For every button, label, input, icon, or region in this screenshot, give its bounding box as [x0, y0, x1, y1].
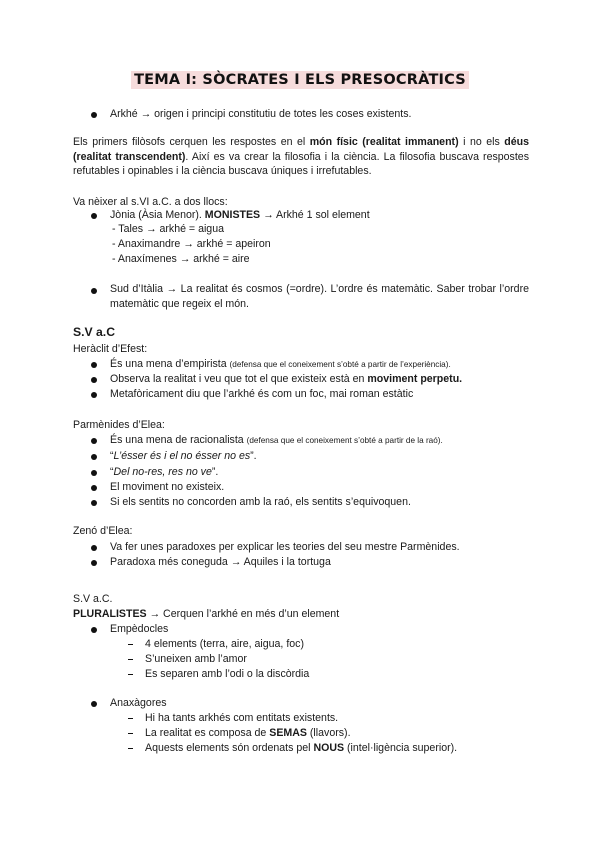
anaxagores-item-1: Hi ha tants arkhés com entitats existents.	[145, 712, 339, 724]
bullet	[91, 560, 97, 566]
bullet	[91, 438, 97, 444]
list-item-anaximenes: - Anaxímenes → arkhé = aire	[112, 253, 250, 265]
empedocles-item-2: S’uneixen amb l’amor	[145, 653, 247, 665]
bullet	[91, 500, 97, 506]
heraclit-item-1: És una mena d’empirista (defensa que el coneixement s’obté a partir de l’experiència).	[110, 358, 451, 370]
bullet	[91, 485, 97, 491]
heraclit-name: Heràclit d’Efest:	[73, 343, 148, 355]
dash-marker	[128, 748, 133, 749]
anaxagores-item-3: Aquests elements són ordenats pel NOUS (intel·ligència superior).	[145, 742, 458, 754]
dash-marker	[128, 674, 133, 675]
zeno-name: Zenó d’Elea:	[73, 525, 133, 537]
dash-marker	[128, 644, 133, 645]
sud-italia-text: Sud d’Itàlia → La realitat és cosmos (=ordre). L’ordre és matemàtic. Saber trobar l’ordre matemàtic que regeix el món.	[110, 283, 529, 310]
dash-marker	[128, 718, 133, 719]
parmenides-name: Parmènides d’Elea:	[73, 419, 165, 431]
bullet	[91, 288, 97, 294]
zeno-item-1: Va fer unes paradoxes per explicar les teories del seu mestre Parmènides.	[110, 541, 460, 553]
bullet	[91, 213, 97, 219]
bullet	[91, 627, 97, 633]
parmenides-item-1: És una mena de racionalista (defensa que el coneixement s’obté a partir de la raó).	[110, 434, 443, 446]
zeno-item-2: Paradoxa més coneguda → Aquiles i la tortuga	[110, 556, 331, 568]
bullet	[91, 392, 97, 398]
jonia-line: Jònia (Àsia Menor). MONISTES → Arkhé 1 sol element	[110, 209, 370, 221]
bullet	[91, 701, 97, 707]
intro-paragraph: Els primers filòsofs cerquen les respostes en el món físic (realitat immanent) i no els déus (realitat transcendent). Així es va crear la filosofia i la ciència. La filosofia buscava respostes refutables i opinables i la ciència buscava úniques i irrefutables.	[73, 136, 529, 178]
bullet	[91, 454, 97, 460]
bullet	[91, 545, 97, 551]
bullet	[91, 377, 97, 383]
origin-heading: Va nèixer al s.VI a.C. a dos llocs:	[73, 196, 228, 208]
empedocles-item-1: 4 elements (terra, aire, aigua, foc)	[145, 638, 304, 650]
anaxagores-name: Anaxàgores	[110, 697, 167, 709]
list-item-anaximandre: - Anaximandre → arkhé = apeiron	[112, 238, 271, 250]
empedocles-item-3: Es separen amb l’odi o la discòrdia	[145, 668, 310, 680]
section-heading-sv-2: S.V a.C.	[73, 593, 113, 605]
bullet	[91, 470, 97, 476]
heraclit-item-3: Metafòricament diu que l’arkhé és com un foc, mai roman estàtic	[110, 388, 414, 400]
section-heading-sv: S.V a.C	[73, 325, 115, 339]
parmenides-item-4: El moviment no existeix.	[110, 481, 225, 493]
dash-marker	[128, 659, 133, 660]
dash-marker	[128, 733, 133, 734]
parmenides-item-3: “Del no-res, res no ve”.	[110, 466, 219, 478]
list-item-tales: - Tales → arkhé = aigua	[112, 223, 224, 235]
pluralistes-line: PLURALISTES → Cerquen l’arkhé en més d’un element	[73, 608, 340, 620]
parmenides-item-5: Si els sentits no concorden amb la raó, els sentits s’equivoquen.	[110, 496, 411, 508]
parmenides-item-2: “L’ésser és i el no ésser no es”.	[110, 450, 257, 462]
anaxagores-item-2: La realitat es composa de SEMAS (llavors).	[145, 727, 351, 739]
empedocles-name: Empèdocles	[110, 623, 169, 635]
heraclit-item-2: Observa la realitat i veu que tot el que existeix està en moviment perpetu.	[110, 373, 463, 385]
page-title: TEMA I: SÒCRATES I ELS PRESOCRÀTICS	[131, 71, 469, 89]
bullet	[91, 362, 97, 368]
intro-bullet-text: Arkhé → origen i principi constitutiu de totes les coses existents.	[110, 108, 412, 120]
bullet	[91, 112, 97, 118]
